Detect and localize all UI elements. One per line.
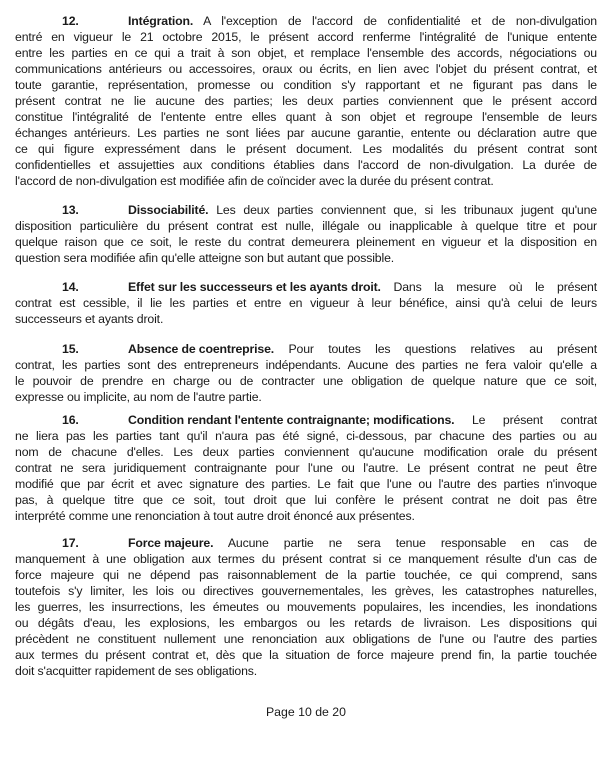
section-16 [15, 412, 597, 524]
section-text: Pour toutes les questions relatives au présent [274, 342, 597, 356]
section-text: Dans la mesure où le présent [380, 280, 597, 294]
body-text-line: toute garantie, représentation, promesse ou condition s'y rapportant et ne figurant pas dans le [15, 78, 597, 92]
section-12 [15, 13, 597, 189]
body-text-line: modifié que par écrit et avec signature des parties. Le fait que l'une ou l'autre des parties n'invoque [15, 477, 597, 491]
body-text-line: contrat est cessible, il lie les parties et entre en vigueur à leur bénéfice, ainsi qu'à celui de leurs [15, 296, 597, 310]
body-text-line: constitue l'intégralité de l'entente entre elles quant à son objet et regroupe l'ensemble de leurs [15, 110, 597, 124]
section-first-line [15, 412, 597, 428]
section-first-line [15, 279, 597, 295]
body-text-line: échanges antérieurs. Les parties ne sont liées par aucune garantie, entente ou déclaration autre que [15, 126, 597, 140]
body-text-line: communications antérieurs ou accessoires, oraux ou écrits, en lien avec l'objet du présent contrat, et [15, 62, 597, 76]
body-text-line: doit s'acquitter rapidement de ses obligations. [15, 664, 258, 678]
section-first-line [15, 202, 597, 218]
body-text-line: pas, à quelque titre que ce soit, tout droit que lui confère le présent contrat ne doit pas être [15, 493, 597, 507]
body-text-line: contrat, les parties sont des entrepreneurs indépendants. Aucune des parties ne fera valoir qu'elle a [15, 358, 597, 372]
body-text-line: ne liera pas les parties tant qu'il n'aura pas été signé, ci-dessous, par chacune des parties ou au [15, 429, 597, 443]
body-text-line: disposition particulière du présent contrat est nulle, illégale ou inapplicable à quelque titre et pour [15, 219, 597, 233]
body-text-line: quelque raison que ce soit, le reste du contrat demeurera pleinement en vigueur et la disposition en [15, 235, 597, 249]
section-text: Le présent contrat [454, 413, 597, 427]
section-first-line [15, 535, 597, 551]
body-text-line: nom de chacune d'elles. Les deux parties conviennent qu'aucune modification orale du présent [15, 445, 597, 459]
body-text-line: précèdent ne constituent nullement une renonciation aux obligations de l'une ou l'autre des parties [15, 632, 597, 646]
body-text-line: successeurs et ayants droit. [15, 312, 164, 326]
section-first-line [15, 341, 597, 357]
body-text-line: manquement à une obligation aux termes du présent contrat si ce manquement résulte d'un cas de [15, 552, 597, 566]
body-text-line: le pouvoir de prendre en charge ou de contracter une obligation de quelque nature que ce soit, [15, 374, 597, 388]
body-text-line: toutefois s'y limiter, les lois ou directives gouvernementales, les grèves, les catastrophes naturelles, [15, 584, 597, 598]
section-number: 13. [62, 203, 79, 217]
body-text-line: ce qui figure expressément dans le présent document. Les modalités du présent contrat sont [15, 142, 597, 156]
section-number: 12. [62, 14, 79, 28]
body-text-line: expresse ou implicite, au nom de l'autre partie. [15, 390, 262, 404]
body-text-line: entre les parties en ce qui a trait à son objet, et remplace l'ensemble des accords, négociations ou [15, 46, 597, 60]
body-text-line: question sera modifiée afin qu'elle atteigne son but autant que possible. [15, 251, 395, 265]
body-text-line: entré en vigueur le 21 octobre 2015, le présent accord renferme l'intégralité de l'unique entente [15, 30, 597, 44]
body-text-line: les guerres, les insurrections, les émeutes ou mouvements populaires, les incendies, les inondations [15, 600, 597, 614]
body-text-line: interprété comme une renonciation à tout autre droit énoncé aux présentes. [15, 509, 415, 523]
section-number: 16. [62, 413, 79, 427]
body-text-line: aux termes du présent contrat et, dès que la situation de force majeure prend fin, la partie touchée [15, 648, 597, 662]
section-heading: Absence de coentreprise. [128, 342, 275, 356]
section-13 [15, 202, 597, 266]
section-14 [15, 279, 597, 327]
section-heading: Condition rendant l'entente contraignante; modifications. [128, 413, 455, 427]
body-text-line: contrat ne sera juridiquement contraignante pour l'une ou l'autre. Le présent contrat ne peut être [15, 461, 597, 475]
page-number: Page 10 de 20 [265, 705, 346, 719]
section-number: 17. [62, 536, 79, 550]
body-text-line: force majeure qui ne dépend pas raisonnablement de la partie touchée, ce qui comprend, sans [15, 568, 597, 582]
section-number: 14. [62, 280, 79, 294]
section-heading: Effet sur les successeurs et les ayants droit. [128, 280, 381, 294]
body-text-line: ou dégâts d'eau, les explosions, les embargos ou les retards de livraison. Les dispositions qui [15, 616, 597, 630]
section-heading: Dissociabilité. [128, 203, 209, 217]
section-text: A l'exception de l'accord de confidentialité et de non-divulgation [193, 14, 597, 28]
section-first-line [15, 13, 597, 29]
body-text-line: présent contrat ne lie aucune des parties; les deux parties conviennent que le présent accord [15, 94, 597, 108]
section-17 [15, 535, 597, 679]
section-heading: Intégration. [128, 14, 194, 28]
section-text: Les deux parties conviennent que, si les tribunaux jugent qu'une [208, 203, 597, 217]
body-text-line: l'accord de non-divulgation est modifiée afin de coïncider avec la durée du présent contrat. [15, 174, 494, 188]
body-text-line: confidentielles et assujetties aux conditions établies dans l'accord de non-divulgation. La durée de [15, 158, 597, 172]
section-15 [15, 341, 597, 405]
section-number: 15. [62, 342, 79, 356]
section-text: Aucune partie ne sera tenue responsable en cas de [213, 536, 597, 550]
section-heading: Force majeure. [128, 536, 214, 550]
